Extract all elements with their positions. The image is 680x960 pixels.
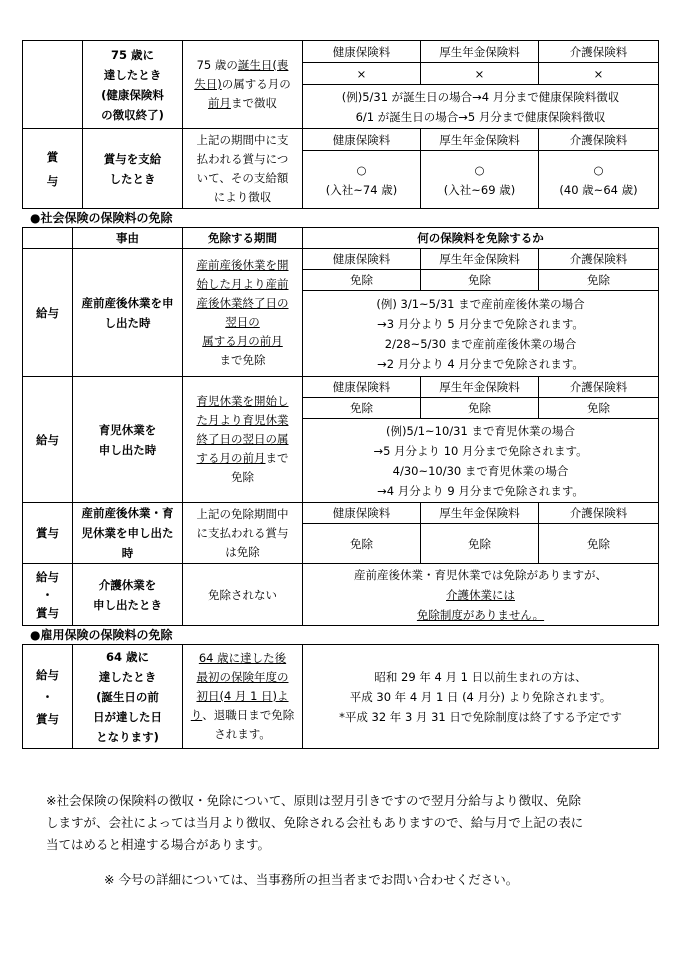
period-childcare [183, 377, 303, 503]
exempt-care: 免除 [539, 524, 659, 564]
text-line: 昭和 29 年 4 月 1 日以前生まれの方は、 [374, 669, 587, 684]
period-maternity [183, 249, 303, 377]
text-segment: 属する月の前月 [202, 333, 283, 348]
maternity-example [303, 291, 659, 377]
text-line: (誕生日の前 [96, 689, 159, 704]
text-segment: 、退職日まで免除 [202, 708, 295, 722]
text-segment: 介護休業には [446, 587, 515, 602]
category-cell [23, 41, 83, 129]
category-salary-bonus [23, 564, 73, 626]
text-line: 申し出たとき [93, 597, 162, 612]
text-segment: 最初の保険年度の [196, 670, 289, 684]
text-line [305, 585, 656, 605]
employment-table [22, 644, 659, 749]
header-period: 免除する期間 [183, 228, 303, 249]
text-segment: 始した月より産前 [196, 276, 289, 291]
text-line: 児休業を申し出た [81, 526, 174, 540]
text-segment: 育児休業を開始し [196, 394, 289, 408]
text-segment: されます。 [214, 727, 271, 741]
header-health: 健康保険料 [303, 249, 421, 270]
text-line: ・ [41, 689, 54, 704]
category-salary-bonus [23, 645, 73, 749]
exempt-pension: 免除 [421, 398, 539, 419]
text-line: →5 月分より 10 月分まで免除されます。 [373, 443, 588, 458]
header-care: 介護保険料 [539, 377, 659, 398]
period-bonus [183, 129, 303, 209]
text-line [185, 351, 300, 370]
text-line [185, 294, 300, 313]
text-segment: り [190, 708, 203, 722]
period-leave-bonus [183, 503, 303, 564]
text-line [185, 56, 300, 75]
text-line [185, 332, 300, 351]
header-pension: 厚生年金保険料 [421, 129, 539, 151]
bonus-health: ○ (入社~74 歳) [303, 151, 421, 209]
text-line: 給与 [36, 667, 59, 682]
text-line: 達したとき [103, 67, 162, 82]
contact-note: ※ 今号の詳細については、当事務所の担当者までお問い合わせください。 [104, 872, 519, 887]
example-note [303, 85, 659, 129]
text-line [185, 392, 300, 411]
exempt-care: 免除 [539, 270, 659, 291]
section-title-employment: ●雇用保険の保険料の免除 [30, 628, 173, 642]
text-line: は免除 [225, 544, 260, 559]
text-segment: まで免除 [219, 352, 266, 367]
text-line: いて、その支給額 [196, 170, 289, 185]
text-line: 産前産後休業・育 [81, 506, 174, 520]
childcare-example [303, 419, 659, 503]
text-line [185, 706, 300, 725]
value-care: × [539, 63, 659, 85]
period-75 [183, 41, 303, 129]
text-line: 時 [121, 546, 134, 560]
exempt-health: 免除 [303, 398, 421, 419]
header-health: 健康保険料 [303, 503, 421, 524]
text-line [185, 725, 300, 744]
text-line: 64 歳に [105, 649, 149, 664]
text-segment: 失日) [194, 77, 222, 91]
category-salary: 給与 [23, 249, 73, 377]
text-line: 育児休業を [98, 422, 157, 437]
text-segment: 75 歳の [196, 58, 238, 72]
text-line [185, 687, 300, 706]
text-line: 上記の期間中に支 [196, 132, 289, 147]
text-line: 払われる賞与につ [196, 151, 289, 166]
text-line: 2/28~5/30 まで産前産後休業の場合 [384, 336, 577, 351]
text-segment: の属する月の [221, 77, 291, 91]
text-segment: 翌日の [225, 314, 260, 329]
text-line: の徴収終了) [101, 107, 164, 122]
text-segment: 前月 [208, 96, 231, 110]
text-line: 6/1 が誕生日の場合→5 月分まで健康保険料徴収 [355, 109, 606, 124]
text-line [185, 430, 300, 449]
text-line [185, 256, 300, 275]
text-segment: た月より育児休業 [196, 413, 289, 427]
header-care: 介護保険料 [539, 41, 659, 63]
collection-table [22, 40, 659, 209]
header-care: 介護保険料 [539, 129, 659, 151]
text-line [185, 411, 300, 430]
text-line: 達したとき [98, 669, 157, 684]
text-line: →4 月分より 9 月分まで免除されます。 [377, 483, 584, 498]
period-nursing: 免除されない [183, 564, 303, 626]
exemption-table [22, 227, 659, 626]
text-line: に支払われる賞与 [196, 525, 289, 540]
text-line: 上記の免除期間中 [196, 506, 289, 521]
text-line [185, 468, 300, 487]
event-maternity [73, 249, 183, 377]
header-health: 健康保険料 [303, 377, 421, 398]
text-segment: 初日(4 月 1 日)よ [196, 689, 289, 703]
event-64 [73, 645, 183, 749]
text-line: 日が達した日 [93, 709, 162, 724]
event-nursing [73, 564, 183, 626]
exempt-pension: 免除 [421, 524, 539, 564]
text-line: し出た時 [104, 315, 151, 330]
text-line: 賞与を支給 [103, 151, 162, 166]
header-health: 健康保険料 [303, 129, 421, 151]
text-line: →2 月分より 4 月分まで免除されます。 [377, 356, 584, 371]
text-line: により徴収 [213, 189, 272, 204]
text-line [185, 75, 300, 94]
header-health: 健康保険料 [303, 41, 421, 63]
period-64 [183, 645, 303, 749]
text-segment: 免除制度がありません。 [416, 607, 545, 622]
bonus-care: ○ (40 歳~64 歳) [539, 151, 659, 209]
text-segment: 産後休業終了日の [196, 295, 289, 310]
header-care: 介護保険料 [539, 249, 659, 270]
header-care: 介護保険料 [539, 503, 659, 524]
text-line: *平成 32 年 3 月 31 日で免除制度は終了する予定です [339, 709, 622, 724]
header-pension: 厚生年金保険料 [421, 249, 539, 270]
blank-header [23, 228, 73, 249]
text-line: 当てはめると相違する場合があります。 [46, 837, 271, 852]
text-line: 給与 [36, 569, 59, 584]
text-line: 賞与 [36, 605, 59, 620]
category-salary: 給与 [23, 377, 73, 503]
nursing-note [303, 564, 659, 626]
category-bonus: 賞与 [23, 503, 73, 564]
text-line: (例)5/1~10/31 まで育児休業の場合 [386, 423, 575, 438]
text-segment: まで [265, 451, 289, 465]
text-line: となります) [96, 729, 159, 744]
text-line [305, 565, 656, 585]
event-childcare [73, 377, 183, 503]
text-line [185, 649, 300, 668]
text-line: 賞与 [36, 711, 59, 726]
exempt-health: 免除 [303, 270, 421, 291]
value-health: × [303, 63, 421, 85]
bonus-pension: ○ (入社~69 歳) [421, 151, 539, 209]
text-segment: 終了日の翌日の属 [196, 432, 289, 446]
text-line: (健康保険料 [101, 87, 164, 102]
text-segment: 免除 [231, 470, 254, 484]
text-line: (例)5/31 が誕生日の場合→4 月分まで健康保険料徴収 [341, 89, 620, 104]
exempt-care: 免除 [539, 398, 659, 419]
text-line: 75 歳に [110, 47, 154, 62]
text-line: (例) 3/1~5/31 まで産前産後休業の場合 [376, 296, 585, 311]
event-75 [83, 41, 183, 129]
header-pension: 厚生年金保険料 [421, 503, 539, 524]
employment-note [303, 645, 659, 749]
text-segment: する月の前月 [196, 451, 266, 465]
text-segment: 産前産後休業・育児休業では免除がありますが、 [354, 567, 607, 582]
event-bonus [83, 129, 183, 209]
text-line [305, 605, 656, 625]
text-line: 4/30~10/30 まで育児休業の場合 [392, 463, 569, 478]
text-line [185, 94, 300, 113]
section-title-social: ●社会保険の保険料の免除 [30, 211, 173, 225]
event-leave-bonus [73, 503, 183, 564]
header-which: 何の保険料を免除するか [303, 228, 659, 249]
text-line: したとき [109, 171, 156, 186]
header-pension: 厚生年金保険料 [421, 377, 539, 398]
text-segment: 産前産後休業を開 [196, 257, 289, 272]
text-line: 介護休業を [98, 577, 157, 592]
footer-note [46, 790, 646, 856]
text-line [185, 668, 300, 687]
header-pension: 厚生年金保険料 [421, 41, 539, 63]
category-bonus: 賞与 [23, 129, 83, 209]
text-line: 産前産後休業を申 [81, 295, 174, 310]
text-line: 申し出た時 [98, 442, 157, 457]
text-line: しますが、会社によっては当月より徴収、免除される会社もありますので、給与月で上記の表に [46, 815, 584, 830]
exempt-pension: 免除 [421, 270, 539, 291]
exempt-health: 免除 [303, 524, 421, 564]
text-segment: 64 歳に達した後 [198, 651, 287, 665]
text-line: →3 月分より 5 月分まで免除されます。 [377, 316, 584, 331]
text-line: ※社会保険の保険料の徴収・免除について、原則は翌月引きですので翌月分給与より徴収、免除 [46, 793, 581, 808]
document-page [22, 40, 658, 749]
text-segment: 誕生日(喪 [237, 58, 289, 72]
value-pension: × [421, 63, 539, 85]
text-line [185, 449, 300, 468]
text-line [185, 313, 300, 332]
text-line: 平成 30 年 4 月 1 日 (4 月分) より免除されます。 [349, 689, 612, 704]
text-line: ・ [41, 587, 54, 602]
text-line [185, 275, 300, 294]
text-segment: まで徴収 [231, 96, 277, 110]
header-reason: 事由 [73, 228, 183, 249]
